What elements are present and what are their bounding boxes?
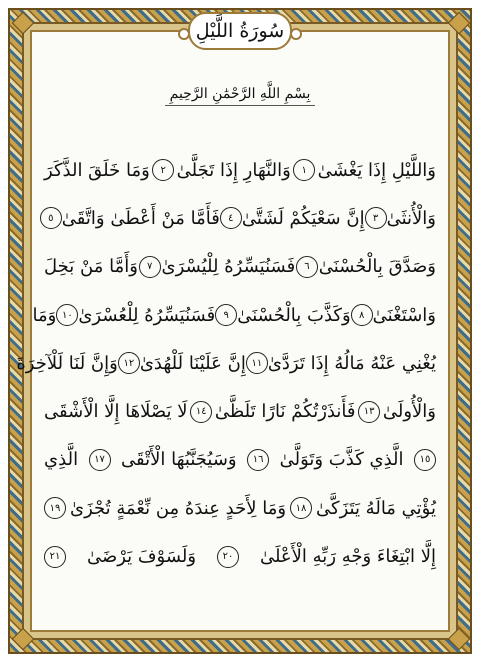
ayah-number-marker: ١٧ [89, 449, 111, 471]
verse-segment: وَلَسَوْفَ يَرْضَىٰ [86, 546, 197, 568]
ayah-number-marker: ٩ [215, 304, 237, 326]
verse-segment: لَا يَصْلَاهَا إِلَّا الْأَشْقَى [44, 401, 188, 423]
ayah-number-marker: ٤ [220, 207, 242, 229]
verse-segment: وَالْأُنثَىٰ [386, 207, 436, 229]
verse-segment: وَكَذَّبَ بِالْحُسْنَىٰ [237, 304, 351, 326]
verse-segment: إِنَّ سَعْيَكُمْ لَشَتَّىٰ [241, 207, 365, 229]
verse-segment: وَالنَّهَارِ إِذَا تَجَلَّىٰ [176, 159, 291, 181]
verse-segment: إِنَّ عَلَيْنَا لَلْهُدَىٰ [139, 352, 246, 374]
ayah-number-marker: ١٥ [414, 449, 436, 471]
verse-segment: وَأَمَّا مَنْ بَخِلَ [44, 256, 138, 278]
verse-line [32, 291, 436, 339]
verse-segment: وَالْأُولَىٰ [382, 401, 436, 423]
verse-segment: يُؤْتِي مَالَهُ يَتَزَكَّىٰ [316, 497, 436, 519]
ayah-number-marker: ١٦ [247, 449, 269, 471]
verse-segment: وَسَيُجَنَّبُهَا الْأَتْقَى [121, 449, 237, 471]
verse-segment: يُغْنِي عَنْهُ مَالُهُ إِذَا تَرَدَّىٰ [267, 352, 436, 374]
verse-segment: فَسَنُيَسِّرُهُ لِلْيُسْرَىٰ [161, 256, 296, 278]
ayah-number-marker: ٧ [139, 256, 161, 278]
verse-segment: وَاللَّيْلِ إِذَا يَغْشَىٰ [317, 159, 436, 181]
surah-title: سُورَةُ اللَّيْلِ [195, 20, 285, 42]
ayah-number-marker: ٨ [351, 304, 373, 326]
ayah-number-marker: ١٢ [118, 352, 140, 374]
ayah-number-marker: ١٨ [290, 497, 312, 519]
verse-segment: فَأَمَّا مَنْ أَعْطَىٰ وَاتَّقَىٰ [61, 207, 220, 229]
verse-line [44, 146, 436, 194]
verse-line [16, 339, 436, 387]
verse-line [44, 484, 436, 532]
ayah-number-marker: ٢ [152, 159, 174, 181]
ayah-number-marker: ٢٠ [217, 546, 239, 568]
verse-segment: وَمَا [32, 304, 57, 326]
verse-segment: فَسَنُيَسِّرُهُ لِلْعُسْرَىٰ [78, 304, 216, 326]
ayah-number-marker: ١١ [246, 352, 268, 374]
verse-segment: وَمَا لِأَحَدٍ عِندَهُ مِن نِّعْمَةٍ تُجْزَىٰ [69, 497, 287, 519]
verse-segment: إِلَّا ابْتِغَاءَ وَجْهِ رَبِّهِ الْأَعْلَىٰ [259, 546, 436, 568]
verse-line [44, 532, 436, 580]
ayah-number-marker: ١٤ [190, 401, 212, 423]
verse-line [44, 194, 436, 242]
verse-segment: الَّذِي [44, 449, 79, 471]
ayah-number-marker: ١٠ [56, 304, 78, 326]
verse-line [44, 387, 436, 435]
basmala: بِسْمِ اللَّهِ الرَّحْمَٰنِ الرَّحِيمِ [169, 86, 311, 102]
title-cartouche [188, 12, 292, 50]
verse-segment: وَاسْتَغْنَىٰ [372, 304, 436, 326]
ayah-number-marker: ١ [293, 159, 315, 181]
verse-segment: وَإِنَّ لَنَا لَلْآخِرَةَ [16, 352, 118, 374]
verse-line [44, 436, 436, 484]
verse-segment: الَّذِي كَذَّبَ وَتَوَلَّىٰ [279, 449, 404, 471]
verse-segment: وَصَدَّقَ بِالْحُسْنَىٰ [318, 256, 436, 278]
ayah-number-marker: ٥ [40, 207, 62, 229]
ayah-number-marker: ١٩ [44, 497, 66, 519]
ayah-number-marker: ٣ [365, 207, 387, 229]
verse-line [44, 243, 436, 291]
ayah-number-marker: ٢١ [44, 546, 66, 568]
basmala-underline [165, 105, 315, 106]
ayah-number-marker: ٦ [296, 256, 318, 278]
verse-segment: فَأَنذَرْتُكُمْ نَارًا تَلَظَّىٰ [214, 401, 356, 423]
verse-text-block [16, 146, 436, 581]
verse-segment: وَمَا خَلَقَ الذَّكَرَ [44, 159, 150, 181]
ayah-number-marker: ١٣ [358, 401, 380, 423]
